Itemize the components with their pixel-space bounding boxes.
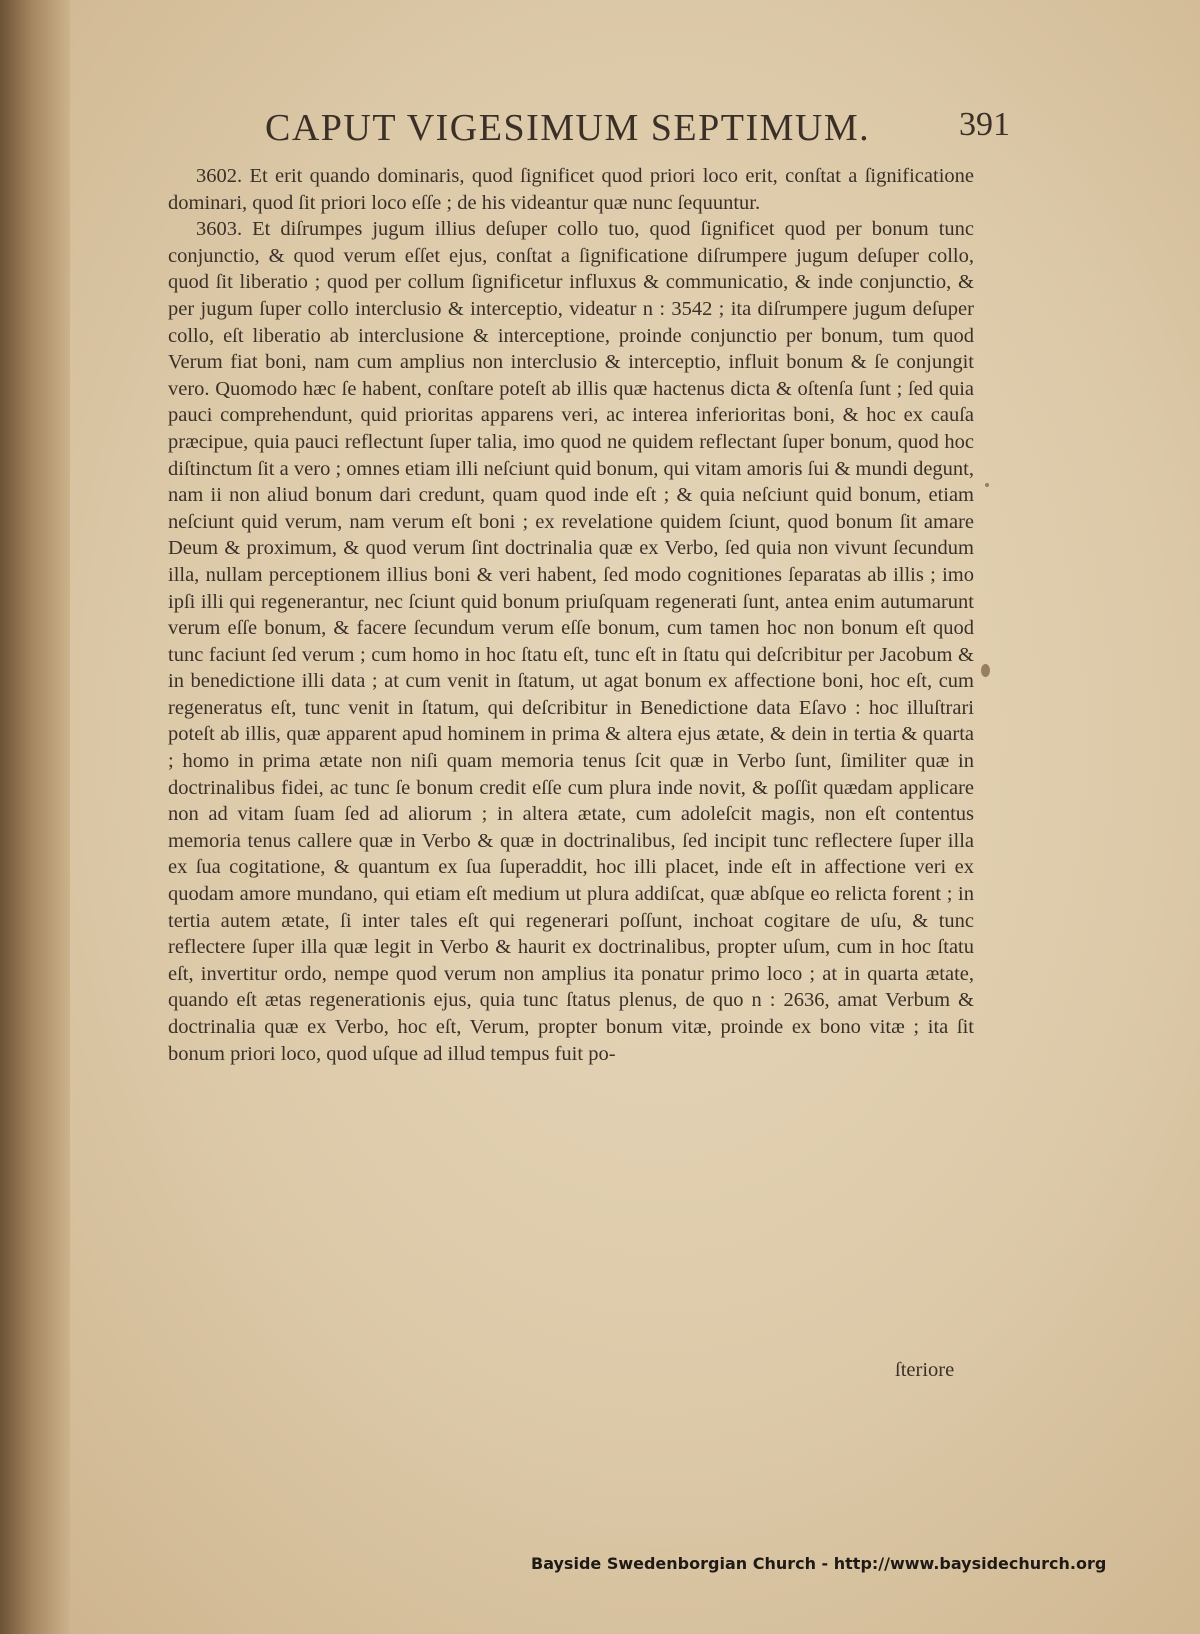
page-number: 391 [959, 106, 1010, 143]
watermark-text: Bayside Swedenborgian Church - http://www.baysidechurch.org [531, 1554, 1107, 1573]
page-header [170, 106, 1030, 156]
paragraph-3602: 3602. Et erit quando dominaris, quod ſignificet quod priori loco erit, conſtat a ſignificatione dominari, quod ſit priori loco eſſe ; de his videantur quæ nunc ſequuntur. [168, 165, 974, 214]
ink-spot [985, 483, 989, 487]
page-gutter [0, 0, 70, 1634]
body-text [168, 163, 974, 1067]
ink-spot [981, 664, 990, 677]
paragraph-3603: 3603. Et diſrumpes jugum illius deſuper collo tuo, quod ſignificet quod per bonum tunc conjunctio, & quod verum eſſet ejus, conſtat a ſignificatione diſrumpere jugum deſuper collo, quod ſit liberatio ; quod per collum ſignificetur influxus & communicatio, & inde conjunctio, & per jugum ſuper collo interclusio & interceptio, videatur n : 3542 ; ita diſrumpere jugum deſuper collo, eſt liberatio ab interclusione & interceptione, proinde conjunctio per bonum, tum quod Verum fiat boni, nam cum amplius non interclusio & interceptio, influit bonum & ſe conjungit vero. Quomodo hæc ſe habent, conſtare poteſt ab illis quæ hactenus dicta & oſtenſa ſunt ; ſed quia pauci comprehendunt, quid prioritas apparens veri, ac interea inferioritas boni, & hoc ex cauſa præcipue, quia pauci reflectunt ſuper talia, imo quod ne quidem reflectant ſuper bonum, quod hoc diſtinctum ſit a vero ; omnes etiam illi neſciunt quid bonum, qui vitam amoris ſui & mundi degunt, nam ii non aliud bonum dari credunt, quam quod inde eſt ; & quia neſciunt quid bonum, etiam neſciunt quid verum, nam verum eſt boni ; ex revelatione quidem ſciunt, quod bonum ſit amare Deum & proximum, & quod verum ſint doctrinalia quæ ex Verbo, ſed quia non vivunt ſecundum illa, nullam perceptionem illius boni & veri habent, ſed modo cognitiones ſeparatas ab illis ; imo ipſi illi qui regenerantur, nec ſciunt quid bonum priuſquam regenerati ſunt, antea enim autumarunt verum eſſe bonum, & facere ſecundum verum eſſe bonum, cum tamen hoc non bonum eſt quod tunc faciunt ſed verum ; cum homo in hoc ſtatu eſt, tunc eſt in ſtatu qui deſcribitur per Jacobum & in benedictione illi data ; at cum venit in ſtatum, ut agat bonum ex affectione boni, hoc eſt, cum regeneratus eſt, tunc venit in ſtatum, qui deſcribitur in Benedictione data Eſavo : hoc illuſtrari poteſt ab illis, quæ apparent apud hominem in prima & altera ejus ætate, & dein in tertia & quarta ; homo in prima ætate non niſi quam memoria tenus ſcit quæ in Verbo ſunt, ſimiliter quæ in doctrinalibus fidei, ac tunc ſe bonum credit eſſe cum plura inde novit, & poſſit quædam applicare non ad vitam ſuam ſed ad aliorum ; in altera ætate, cum adoleſcit magis, non eſt contentus memoria tenus callere quæ in Verbo & quæ in doctrinalibus, ſed incipit tunc reflectere ſuper illa ex ſua cogitatione, & quantum ex ſua ſuperaddit, hoc illi placet, inde eſt in affectione veri ex quodam amore mundano, qui etiam eſt medium ut plura addiſcat, quæ abſque eo relicta forent ; in tertia autem ætate, ſi inter tales eſt qui regenerari poſſunt, inchoat cogitare de uſu, & tunc reflectere ſuper illa quæ legit in Verbo & haurit ex doctrinalibus, propter uſum, cum in hoc ſtatu eſt, invertitur ordo, nempe quod verum non amplius ita ponatur primo loco ; at in quarta ætate, quando eſt ætas regenerationis ejus, quia tunc ſtatus plenus, de quo n : 2636, amat Verbum & doctrinalia quæ ex Verbo, hoc eſt, Verum, propter bonum vitæ, proinde ex bono vitæ ; ita ſit bonum priori loco, quod uſque ad illud tempus fuit po- [168, 218, 974, 1065]
running-head: CAPUT VIGESIMUM SEPTIMUM. [265, 107, 871, 149]
catchword: ſteriore [895, 1359, 955, 1381]
